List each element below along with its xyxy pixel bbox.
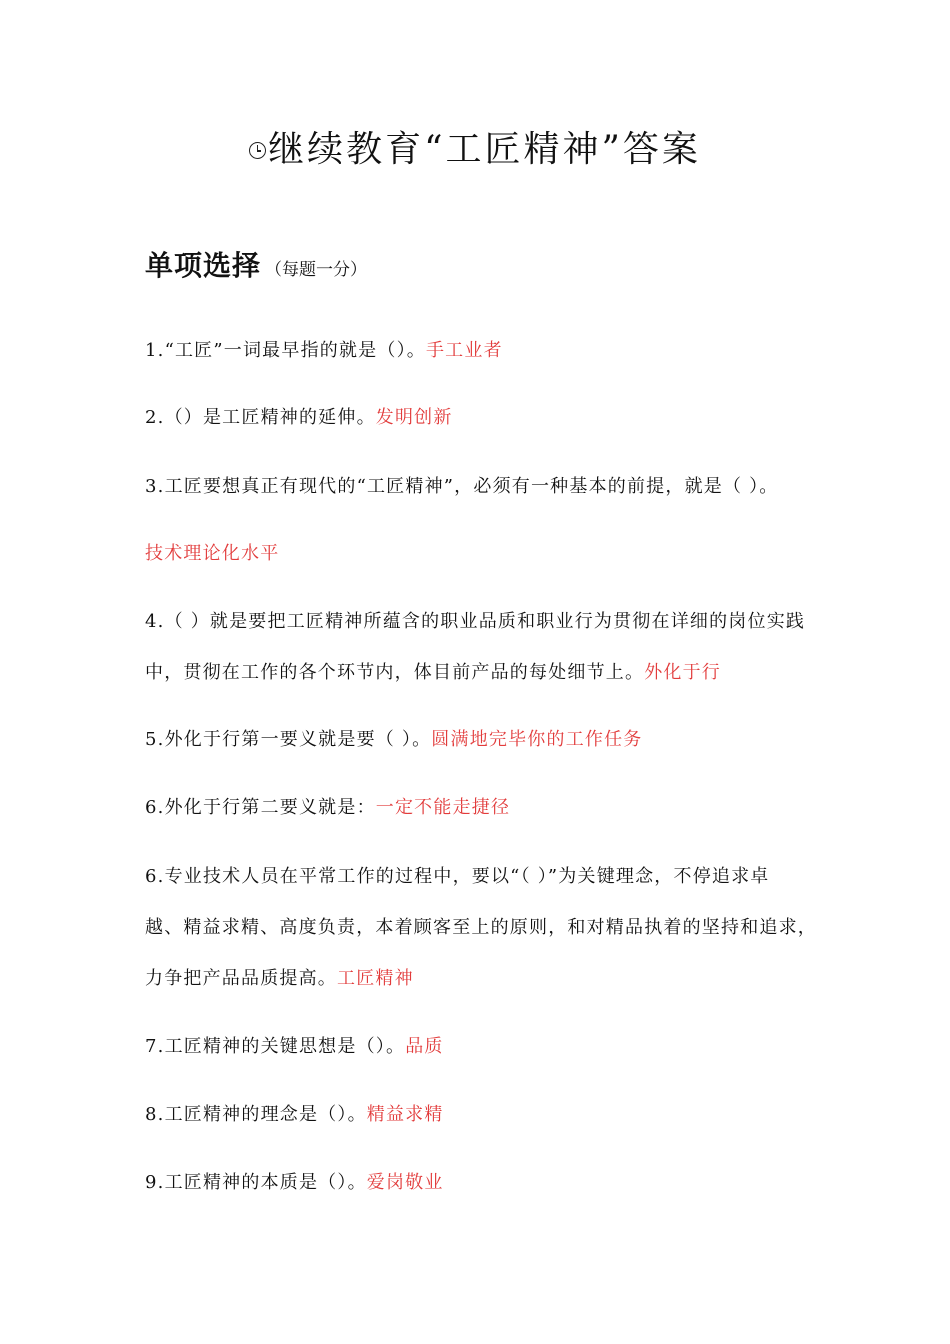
answer-text: 手工业者 (425, 340, 503, 361)
section-note: （每题一分） (265, 260, 368, 280)
answer-text: 工匠精神 (337, 968, 414, 989)
section-heading (145, 244, 367, 284)
question-1 (145, 338, 503, 364)
document-title (0, 124, 950, 176)
question-4-line-2 (145, 660, 721, 686)
question-text: 6.专业技术人员在平常工作的过程中，要以“（ ）”为关键理念，不停追求卓 (145, 866, 770, 887)
question-text: 2.（）是工匠精神的延伸。 (145, 407, 376, 428)
answer-text: 精益求精 (366, 1104, 444, 1125)
question-text: 4.（ ）就是要把工匠精神所蕴含的职业品质和职业行为贯彻在详细的岗位实践 (145, 611, 806, 632)
question-text: 9.工匠精神的本质是（）。 (145, 1172, 367, 1193)
question-3-answer-line (145, 541, 279, 567)
question-text: 7.工匠精神的关键思想是（）。 (145, 1036, 406, 1057)
question-2 (145, 405, 453, 431)
answer-text: 技术理论化水平 (145, 543, 280, 564)
question-text: 3.工匠要想真正有现代的“工匠精神”，必须有一种基本的前提，就是（ ）。 (145, 476, 779, 497)
answer-text: 一定不能走捷径 (375, 797, 511, 818)
question-3 (145, 474, 779, 500)
question-5 (145, 727, 643, 753)
question-text: 力争把产品品质提高。 (145, 968, 337, 989)
question-7 (145, 1034, 444, 1060)
answer-text: 圆满地完毕你的工作任务 (431, 729, 643, 750)
question-text: 8.工匠精神的理念是（）。 (145, 1104, 367, 1125)
question-4 (145, 609, 805, 635)
question-6b-line-2 (145, 915, 817, 941)
question-8 (145, 1102, 444, 1128)
answer-text: 品质 (405, 1036, 444, 1057)
question-6b (145, 864, 770, 890)
title-text: 继续教育“工匠精神”答案 (268, 129, 701, 170)
answer-text: 爱岗敬业 (366, 1172, 444, 1193)
question-text: 中，贯彻在工作的各个环节内，体目前产品的每处细节上。 (145, 662, 645, 683)
question-text: 1.“工匠”一词最早指的就是（）。 (145, 340, 426, 361)
answer-text: 发明创新 (375, 407, 453, 428)
section-heading-text: 单项选择 (145, 249, 262, 282)
question-text: 越、精益求精、高度负责，本着顾客至上的原则，和对精品执着的坚持和追求， (145, 917, 817, 938)
question-9 (145, 1170, 444, 1196)
question-6a (145, 795, 510, 821)
question-6b-line-3 (145, 966, 414, 992)
question-text: 5.外化于行第一要义就是要（ ）。 (145, 729, 432, 750)
clock-icon (249, 142, 266, 159)
question-text: 6.外化于行第二要义就是： (145, 797, 376, 818)
answer-text: 外化于行 (644, 662, 722, 683)
